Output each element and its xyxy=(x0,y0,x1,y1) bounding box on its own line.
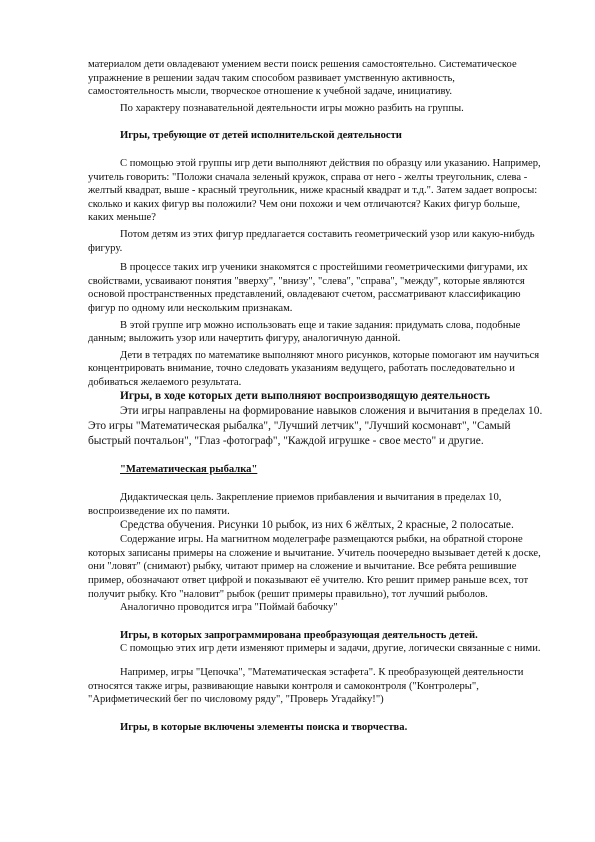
paragraph-chain-relay: Например, игры "Цепочка", "Математическая эстафета". К преобразующей деятельности относятся также игры, развивающие навыки контроля и самоконтроля ("Контролеры", "Арифметический бег по числовому ряду", "Проверь Угадайку!") xyxy=(88,667,524,706)
paragraph-executive-description: С помощью этой группы игр дети выполняют действия по образцу или указанию. Например, учитель говорить: "Положи сначала зеленый кружок, справа от него - желты треугольник, слева - желтый квадрат, выше - красный треугольник, ниже красный квадрат и т.д.". Затем задает вопросы: сколько и каких фигур вы положили? Чем они похожи и чем отличаются? Каких фигур больше, каких меньше? xyxy=(88,157,541,224)
paragraph-game-content: Содержание игры. На магнитном моделеграфе размещаются рыбки, на обратной стороне которых записаны примеры на сложение и вычитание. Учитель поочередно вызывает детей к доске, они "ловят" (снимают) рыбку, читают пример на сложение и вычитание. Все ребята решившие пример, обозначают ответ цифрой и показывают её учителю. Кто решит пример раньше всех, тот получит рыбку. Кто "наловит" рыбок (решит примеры правильно), тот лучший рыболов. xyxy=(88,534,541,600)
paragraph-reproductive-description: Эти игры направлены на формирование навыков сложения и вычитания в пределах 10. Это игры "Математическая рыбалка", "Лучший летчик", "Лучший космонавт", "Самый быстрый почтальон", "Глаз -фотограф", "Каждой игрушке - свое место" и другие. xyxy=(88,405,543,448)
heading-executive-games: Игры, требующие от детей исполнительской деятельности xyxy=(120,130,402,142)
paragraph-pattern: Потом детям из этих фигур предлагается составить геометрический узор или какую-нибудь фигуру. xyxy=(88,228,535,254)
heading-reproductive-games: Игры, в ходе которых дети выполняют воспроизводящую деятельность xyxy=(120,390,490,403)
paragraph-notebooks: Дети в тетрадях по математике выполняют много рисунков, которые помогают им научиться концентрировать внимание, точно следовать указаниям ведущего, работать последовательно и добиваться желаемого результата. xyxy=(88,349,540,388)
paragraph-intro: материалом дети овладевают умением вести поиск решения самостоятельно. Систематическое упражнение в решении задач таким способом развивает умственную активность, самостоятельность мысли, творческое отношение к учебной задаче, инициативу. xyxy=(88,59,517,98)
heading-creative-games: Игры, в которые включены элементы поиска и творчества. xyxy=(120,721,408,733)
heading-transformative-games: Игры, в которых запрограммирована преобразующая деятельность детей. xyxy=(120,629,478,641)
paragraph-geometry: В процессе таких игр ученики знакомятся с простейшими геометрическими фигурами, их свойствами, усваивают понятия "вверху", "внизу", "слева", "справа", "между", которые являются основой пространственных представлений, овладевают счетом, рассматривают классификацию фигур по одному или нескольким признакам. xyxy=(88,262,528,314)
game-title-fishing: "Математическая рыбалка" xyxy=(120,464,258,476)
paragraph-transformative-description: С помощью этих игр дети изменяют примеры и задачи, другие, логически связанные с ними. xyxy=(120,643,541,655)
paragraph-butterfly-game: Аналогично проводится игра "Поймай бабочку" xyxy=(120,602,338,614)
paragraph-groups: По характеру познавательной деятельности игры можно разбить на группы. xyxy=(120,102,464,114)
paragraph-tasks: В этой группе игр можно использовать еще и такие задания: придумать слова, подобные данным; выложить узор или начертить фигуру, аналогичную данной. xyxy=(88,319,521,345)
paragraph-teaching-means: Средства обучения. Рисунки 10 рыбок, из них 6 жёлтых, 2 красные, 2 полосатые. xyxy=(120,519,514,532)
paragraph-didactic-goal: Дидактическая цель. Закрепление приемов прибавления и вычитания в пределах 10, воспроизведение их по памяти. xyxy=(88,492,502,517)
